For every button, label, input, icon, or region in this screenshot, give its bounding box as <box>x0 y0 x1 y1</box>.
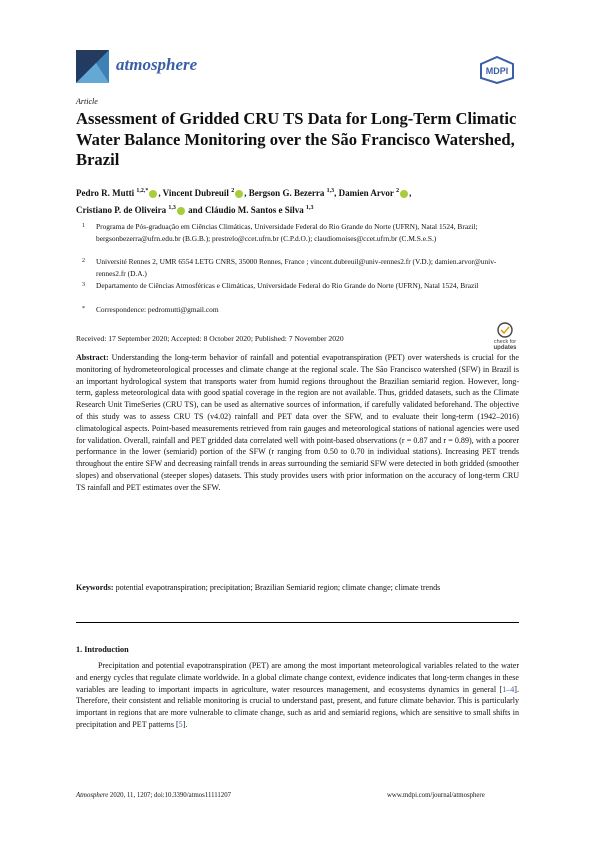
author-name: Damien Arvor <box>338 188 394 198</box>
keywords-label: Keywords: <box>76 583 114 592</box>
footer-doi[interactable]: 2020, 11, 1207; doi:10.3390/atmos11111207 <box>109 792 232 799</box>
author-list: Pedro R. Mutti $^{1,2,*}$ , Vincent Dubreuil $^2$ , Bergson G. Bezerra $^{1,3}$, Damien Arvor $^2$ , Cristiano P. de Oliveira $^{1,3}$ and Cláudio M. Santos e Silva $^{1,3}$ <box>76 188 412 215</box>
author-name: Pedro R. Mutti <box>76 188 135 198</box>
journal-logo-icon <box>76 50 109 83</box>
keywords-text: potential evapotranspiration; precipitation; Brazilian Semiarid region; climate change; climate trends <box>115 583 441 592</box>
affiliation <box>76 280 526 292</box>
journal-name[interactable]: atmosphere <box>116 55 198 74</box>
abstract-text: Understanding the long-term behavior of rainfall and potential evapotranspiration (PET) over watersheds is crucial for the monitoring of hydrometeorological processes and climate change at the regional scale. The São Francisco watershed (SFW) in Brazil is an important hydrological system that transports water from humid regions throughout the Brazilian semiarid region. However, long-term, gapless meteorological data with good spatial coverage in the region are not available. Thus, gridded datasets, such as the Climate Research Unit TimeSeries (CRU TS), can be used as alternative sources of information, if carefully validated beforehand. The objective of this study was to assess CRU TS (v4.02) rainfall and PET data over the SFW, and to evaluate their long-term (1942–2016) climatological aspects. Point-based measurements retrieved from rain gauges and meteorological stations of national agencies were used for validation. Overall, rainfall and PET gridded data correlated well with point-based observations (r = 0.87 and r = 0.89), with a poorer performance in the lower (semiarid) portion of the SFW (r ranging from 0.50 to 0.70 in individual stations). Increasing PET trends throughout the entire SFW and decreasing rainfall trends in areas surrounding the semiarid SFW were detected in both gridded (smoother slopes) and observational (steeper slopes) datasets. This study provides users with prior information on the accuracy of long-term CRU TS rainfall and PET estimates over the SFW. <box>76 353 519 492</box>
affiliation <box>76 304 526 316</box>
author-affil-sup: 2 <box>231 188 235 194</box>
abstract <box>76 352 519 494</box>
orcid-icon[interactable] <box>177 207 185 215</box>
publication-dates: Received: 17 September 2020; Accepted: 8 October 2020; Published: 7 November 2020 <box>76 334 344 343</box>
affiliation-number: 2 <box>82 258 85 264</box>
affiliation <box>76 256 526 279</box>
intro-text-a: Precipitation and potential evapotranspiration (PET) are among the most important meteorological variables related to the water and energy cycles that regulate climate worldwide. In a global climate change context, evidence indicates that long-term changes in these variables are leading to important impacts in agriculture, water resources management, and ecosystems dynamics in general [ <box>76 661 519 694</box>
check-updates-line1: check for <box>493 339 517 345</box>
author-name: Cristiano P. de Oliveira <box>76 205 167 215</box>
keywords <box>76 582 519 594</box>
check-for-updates-button[interactable] <box>487 322 523 350</box>
doc-type: Article <box>76 97 98 106</box>
abstract-label: Abstract: <box>76 353 109 362</box>
affiliation <box>76 221 526 244</box>
author-affil-sup: 1,3 <box>326 188 335 194</box>
intro-text-c: ]. <box>182 719 188 729</box>
affiliation-number: 1 <box>82 223 85 229</box>
mdpi-logo-text: MDPI <box>485 66 509 76</box>
orcid-icon[interactable] <box>400 190 408 198</box>
citation-link[interactable]: 1–4 <box>502 684 515 694</box>
author-name: Vincent Dubreuil <box>162 188 229 198</box>
affiliation-number: 3 <box>82 282 85 288</box>
intro-paragraph <box>76 660 519 731</box>
footer-citation <box>76 792 231 799</box>
correspondence-text: Correspondence: pedromutti@gmail.com <box>96 305 219 314</box>
section-divider <box>76 622 519 623</box>
citation-link[interactable]: 5 <box>178 719 183 729</box>
intro-text-b: ]. Therefore, their consistent and reliable monitoring is crucial to understand past, present, and future climate behavior. This is particularly important in regions that are more vulnerable to climate change, such as arid and semiarid regions, which are sensitive to small shifts in precipitation and PET patterns [ <box>76 684 519 729</box>
check-updates-line2: updates <box>493 345 517 350</box>
footer-journal: Atmosphere <box>76 792 109 799</box>
mdpi-logo-icon[interactable] <box>478 56 516 84</box>
author-affil-sup: 1,3 <box>305 205 314 211</box>
affiliation-number: * <box>82 306 85 312</box>
affiliation-text: Université Rennes 2, UMR 6554 LETG CNRS, 35000 Rennes, France ; vincent.dubreuil@univ-rennes2.fr (V.D.); damien.arvor@univ-rennes2.fr (D.A.) <box>96 257 497 278</box>
orcid-icon[interactable] <box>149 190 157 198</box>
author-name: Cláudio M. Santos e Silva <box>204 205 304 215</box>
section-heading: 1. Introduction <box>76 645 129 654</box>
footer-url[interactable]: www.mdpi.com/journal/atmosphere <box>387 792 485 799</box>
orcid-icon[interactable] <box>235 190 243 198</box>
affiliation-text: Departamento de Ciências Atmosféricas e Climáticas, Universidade Federal do Rio Grande do Norte (UFRN), Natal 1524, Brazil <box>96 281 479 290</box>
affiliation-text: Programa de Pós-graduação em Ciências Climáticas, Universidade Federal do Rio Grande do Norte (UFRN), Natal 1524, Brazil; bergsonbezerra@ufrn.edu.br (B.G.B.); prestrelo@ccet.ufrn.br (C.P.d.O.); claudiomoises@ccet.ufrn.br (C.M.S.e.S.) <box>96 222 478 243</box>
paper-title: Assessment of Gridded CRU TS Data for Long-Term Climatic Water Balance Monitoring over the São Francisco Watershed, Brazil <box>76 109 517 169</box>
author-affil-sup: 2 <box>396 188 400 194</box>
author-affil-sup: 1,3 <box>168 205 176 211</box>
author-affil-sup: 1,2,* <box>136 188 149 194</box>
author-name: Bergson G. Bezerra <box>248 188 325 198</box>
